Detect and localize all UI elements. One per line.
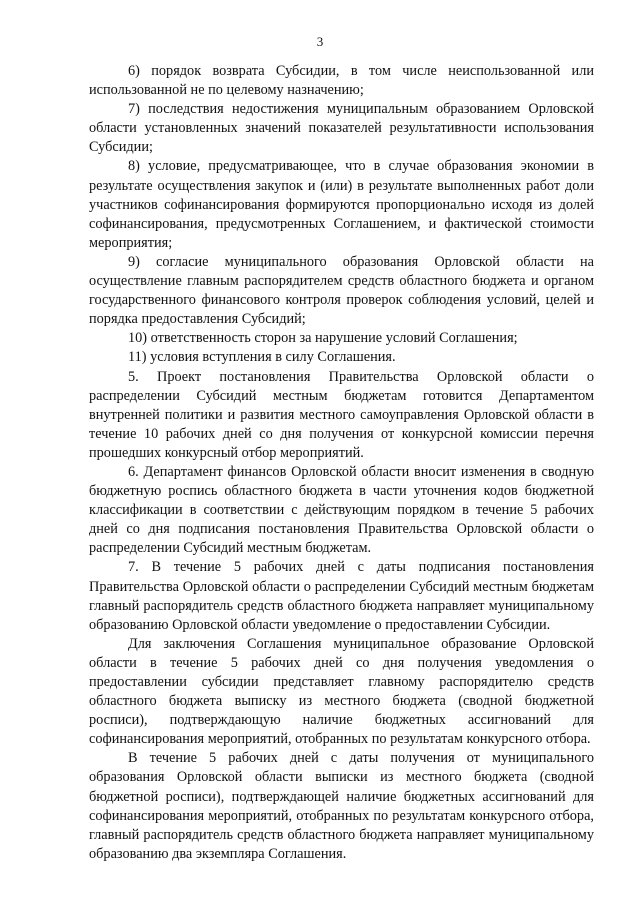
document-body — [89, 62, 594, 864]
paragraph-section-5: 5. Проект постановления Правительства Орловской области о распределении Субсидий местным бюджетам готовится Департаментом внутренней политики и развития местного самоуправления Орловской области в течение 10 рабочих дней со дня получения от конкурсной комиссии перечня прошедших конкурсный отбор мероприятий. — [89, 368, 594, 461]
paragraph-item-8: 8) условие, предусматривающее, что в случае образования экономии в результате осуществления закупок и (или) в результате выполненных работ доли участников софинансирования формируются пропорционально исходя из долей софинансирования, предусмотренных Соглашением, и фактической стоимости мероприятия; — [89, 158, 594, 251]
paragraph-section-7: 7. В течение 5 рабочих дней с даты подписания постановления Правительства Орловской области о распределении Субсидий местным бюджетам главный распорядитель средств областного бюджета направляет муниципальному образованию Орловской области уведомление о предоставлении Субсидии. — [89, 559, 594, 633]
paragraph-item-6: 6) порядок возврата Субсидии, в том числе неиспользованной или использованной не по целевому назначению; — [89, 63, 594, 99]
page-number: 3 — [316, 34, 324, 49]
paragraph-agreement-conclusion: Для заключения Соглашения муниципальное образование Орловской области в течение 5 рабочих дней со дня получения уведомления о предоставлении субсидии представляет главному распорядителю средств областного бюджета выписку из местного бюджета (сводной бюджетной росписи), подтверждающую наличие бюджетных ассигнований для софинансирования мероприятий, отобранных по результатам конкурсного отбора. — [89, 635, 594, 748]
paragraph-agreement-sending: В течение 5 рабочих дней с даты получения от муниципального образования Орловской области выписки из местного бюджета (сводной бюджетной росписи), подтверждающей наличие бюджетных ассигнований для софинансирования мероприятий, отобранных по результатам конкурсного отбора, главный распорядитель средств областного бюджета направляет муниципальному образованию два экземпляра Соглашения. — [89, 750, 594, 862]
paragraph-section-6: 6. Департамент финансов Орловской области вносит изменения в сводную бюджетную роспись областного бюджета в части уточнения кодов бюджетной классификации в соответствии с действующим порядком в течение 5 рабочих дней со дня подписания постановления Правительства Орловской области о распределении Субсидий местным бюджетам. — [89, 463, 594, 557]
paragraph-item-9: 9) согласие муниципального образования Орловской области на осуществление главным распорядителем средств областного бюджета и органом государственного финансового контроля проверок соблюдения условий, целей и порядка предоставления Субсидий; — [89, 253, 594, 328]
paragraph-item-7: 7) последствия недостижения муниципальным образованием Орловской области установленных значений показателей результативности использования Субсидии; — [89, 101, 594, 156]
paragraph-item-11: 11) условия вступления в силу Соглашения. — [128, 349, 396, 366]
paragraph-item-10: 10) ответственность сторон за нарушение условий Соглашения; — [128, 330, 518, 347]
